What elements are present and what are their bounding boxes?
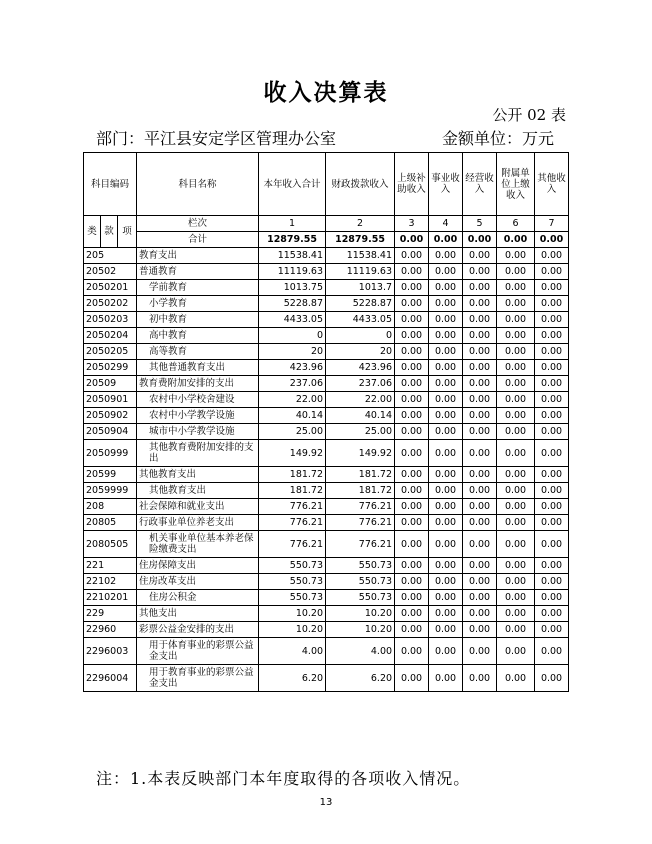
row-value: 1013.75 [259,280,326,296]
row-code: 2050203 [84,312,137,328]
row-value: 0.00 [429,590,463,606]
total-value: 0.00 [463,232,497,248]
row-value: 1013.7 [326,280,395,296]
row-name: 高中教育 [137,328,259,344]
table-row [84,515,569,531]
total-value: 0.00 [535,232,569,248]
row-value: 0.00 [497,558,535,574]
row-value: 0.00 [429,574,463,590]
row-value: 4433.05 [326,312,395,328]
row-value: 0.00 [535,328,569,344]
row-name: 初中教育 [137,312,259,328]
row-value: 10.20 [259,622,326,638]
row-value: 22.00 [259,392,326,408]
row-code: 2050299 [84,360,137,376]
table-row [84,558,569,574]
row-value: 22.00 [326,392,395,408]
row-value: 0.00 [535,360,569,376]
row-code: 2050204 [84,328,137,344]
row-name: 其他普通教育支出 [137,360,259,376]
page-title: 收入决算表 [263,80,389,106]
row-value: 776.21 [259,515,326,531]
row-value: 0.00 [535,312,569,328]
row-name: 小学教育 [137,296,259,312]
table-row [84,574,569,590]
row-value: 4.00 [326,638,395,665]
row-value: 149.92 [326,440,395,467]
row-value: 0.00 [429,638,463,665]
row-value: 11119.63 [259,264,326,280]
row-value: 0.00 [535,638,569,665]
row-value: 0.00 [395,467,429,483]
row-value: 0.00 [463,424,497,440]
table-row [84,376,569,392]
row-value: 0.00 [535,376,569,392]
row-name: 其他教育费附加安排的支出 [137,440,259,467]
row-value: 5228.87 [259,296,326,312]
row-value: 0.00 [395,264,429,280]
row-value: 0.00 [497,531,535,558]
row-code: 22102 [84,574,137,590]
row-value: 0.00 [395,622,429,638]
row-value: 0.00 [497,424,535,440]
row-value: 776.21 [259,499,326,515]
col-num: 6 [497,216,535,232]
row-code: 229 [84,606,137,622]
row-value: 0.00 [463,467,497,483]
row-value: 550.73 [259,558,326,574]
header-xiang: 项 [118,216,137,248]
row-value: 0.00 [463,344,497,360]
row-value: 0.00 [395,665,429,692]
row-name: 用于教育事业的彩票公益金支出 [137,665,259,692]
header-other: 其他收入 [535,153,569,216]
row-value: 0.00 [463,574,497,590]
row-name: 农村中小学校舍建设 [137,392,259,408]
row-value: 0 [326,328,395,344]
total-value: 0.00 [497,232,535,248]
row-value: 0.00 [463,376,497,392]
row-value: 550.73 [259,590,326,606]
row-value: 0.00 [535,515,569,531]
row-value: 776.21 [259,531,326,558]
row-value: 0.00 [497,360,535,376]
row-name: 用于体育事业的彩票公益金支出 [137,638,259,665]
header-row [84,153,569,216]
row-value: 0.00 [497,499,535,515]
row-value: 776.21 [326,531,395,558]
row-value: 0.00 [429,280,463,296]
row-value: 0.00 [497,574,535,590]
row-value: 0.00 [395,248,429,264]
row-value: 0.00 [535,264,569,280]
table-row [84,280,569,296]
row-value: 0.00 [535,408,569,424]
total-value: 0.00 [429,232,463,248]
row-value: 0.00 [429,558,463,574]
col-num: 2 [326,216,395,232]
row-value: 5228.87 [326,296,395,312]
row-value: 0.00 [497,408,535,424]
row-code: 208 [84,499,137,515]
row-value: 0.00 [429,376,463,392]
row-name: 其他教育支出 [137,467,259,483]
row-name: 教育费附加安排的支出 [137,376,259,392]
row-value: 0.00 [535,499,569,515]
table-row [84,392,569,408]
col-num: 1 [259,216,326,232]
row-value: 550.73 [259,574,326,590]
table-row [84,248,569,264]
table-row [84,424,569,440]
row-code: 22960 [84,622,137,638]
row-name: 住房公积金 [137,590,259,606]
row-name: 城市中小学教学设施 [137,424,259,440]
row-code: 2296004 [84,665,137,692]
table-row [84,606,569,622]
row-value: 0.00 [497,467,535,483]
row-value: 550.73 [326,590,395,606]
row-name: 学前教育 [137,280,259,296]
row-code: 205 [84,248,137,264]
row-value: 0.00 [497,606,535,622]
col-num: 4 [429,216,463,232]
row-code: 2050202 [84,296,137,312]
row-value: 0.00 [395,558,429,574]
row-value: 0.00 [497,440,535,467]
row-value: 0.00 [429,312,463,328]
row-value: 0.00 [497,248,535,264]
header-kuan: 款 [101,216,118,248]
row-value: 0.00 [463,606,497,622]
row-value: 0.00 [395,424,429,440]
row-code: 20805 [84,515,137,531]
row-value: 11538.41 [259,248,326,264]
row-value: 0.00 [535,296,569,312]
row-value: 0.00 [497,590,535,606]
row-value: 0.00 [463,531,497,558]
row-value: 0.00 [497,483,535,499]
row-value: 0.00 [429,665,463,692]
row-value: 0.00 [395,531,429,558]
row-value: 0.00 [429,328,463,344]
row-name: 其他支出 [137,606,259,622]
row-value: 0.00 [429,344,463,360]
header-business: 事业收入 [429,153,463,216]
table-row [84,312,569,328]
row-value: 0.00 [535,558,569,574]
department-label: 部门：平江县安定学区管理办公室 [96,129,337,148]
row-name: 社会保障和就业支出 [137,499,259,515]
row-value: 0.00 [535,574,569,590]
row-value: 11538.41 [326,248,395,264]
row-value: 0.00 [463,558,497,574]
row-code: 2050201 [84,280,137,296]
header-affiliated: 附属单位上缴收入 [497,153,535,216]
page-number: 13 [319,797,333,808]
row-value: 423.96 [259,360,326,376]
table-row [84,665,569,692]
row-name: 农村中小学教学设施 [137,408,259,424]
row-value: 0.00 [395,376,429,392]
row-value: 20 [259,344,326,360]
row-value: 0.00 [429,424,463,440]
row-name: 其他教育支出 [137,483,259,499]
row-value: 0.00 [463,483,497,499]
row-value: 0.00 [395,408,429,424]
row-value: 0.00 [429,296,463,312]
row-value: 0.00 [429,622,463,638]
table-row [84,531,569,558]
row-name: 住房保障支出 [137,558,259,574]
row-code: 2050904 [84,424,137,440]
table-row [84,344,569,360]
table-row [84,622,569,638]
income-table [83,152,569,692]
row-value: 0.00 [463,360,497,376]
row-code: 2210201 [84,590,137,606]
table-row [84,638,569,665]
row-value: 6.20 [326,665,395,692]
header-fiscal: 财政拨款收入 [326,153,395,216]
row-value: 0.00 [429,408,463,424]
table-row [84,499,569,515]
row-value: 0.00 [497,264,535,280]
row-value: 10.20 [259,606,326,622]
row-name: 住房改革支出 [137,574,259,590]
row-code: 221 [84,558,137,574]
table-row [84,328,569,344]
row-value: 0.00 [535,248,569,264]
row-value: 0.00 [429,515,463,531]
header-name: 科目名称 [137,153,259,216]
row-value: 0.00 [497,296,535,312]
row-value: 11119.63 [326,264,395,280]
row-value: 0.00 [535,531,569,558]
row-value: 181.72 [326,483,395,499]
row-value: 40.14 [326,408,395,424]
row-name: 机关事业单位基本养老保险缴费支出 [137,531,259,558]
header-operating: 经营收入 [463,153,497,216]
row-value: 0 [259,328,326,344]
row-value: 0.00 [395,344,429,360]
row-value: 0.00 [429,360,463,376]
table-row [84,590,569,606]
row-value: 0.00 [463,312,497,328]
row-value: 0.00 [463,264,497,280]
row-value: 0.00 [497,622,535,638]
row-value: 0.00 [395,392,429,408]
header-lei: 类 [84,216,101,248]
row-value: 0.00 [463,499,497,515]
table-row [84,408,569,424]
row-value: 181.72 [259,467,326,483]
row-value: 0.00 [497,312,535,328]
row-value: 0.00 [463,280,497,296]
row-value: 0.00 [535,344,569,360]
row-value: 0.00 [497,392,535,408]
row-value: 0.00 [429,531,463,558]
row-value: 550.73 [326,558,395,574]
column-row-label: 栏次 [137,216,259,232]
row-value: 0.00 [463,408,497,424]
row-code: 2050901 [84,392,137,408]
row-code: 2050205 [84,344,137,360]
row-code: 2050999 [84,440,137,467]
row-value: 0.00 [463,392,497,408]
row-value: 0.00 [497,280,535,296]
row-value: 0.00 [395,606,429,622]
table-row [84,467,569,483]
row-value: 0.00 [395,515,429,531]
table-note: 注：1.本表反映部门本年度取得的各项收入情况。 [96,769,471,788]
row-value: 0.00 [395,499,429,515]
row-value: 0.00 [535,483,569,499]
row-value: 0.00 [497,638,535,665]
row-value: 20 [326,344,395,360]
row-value: 0.00 [395,440,429,467]
row-name: 普通教育 [137,264,259,280]
total-row [84,232,569,248]
row-name: 高等教育 [137,344,259,360]
row-value: 0.00 [463,515,497,531]
row-code: 20502 [84,264,137,280]
total-value: 0.00 [395,232,429,248]
row-value: 0.00 [429,467,463,483]
total-value: 12879.55 [259,232,326,248]
col-num: 3 [395,216,429,232]
table-row [84,360,569,376]
row-value: 0.00 [429,248,463,264]
row-value: 0.00 [395,574,429,590]
table-row [84,296,569,312]
row-value: 776.21 [326,499,395,515]
row-value: 0.00 [497,665,535,692]
row-value: 25.00 [259,424,326,440]
row-value: 0.00 [395,312,429,328]
row-code: 2080505 [84,531,137,558]
row-value: 0.00 [429,606,463,622]
row-code: 20509 [84,376,137,392]
row-value: 237.06 [259,376,326,392]
row-value: 0.00 [497,376,535,392]
row-value: 6.20 [259,665,326,692]
header-total: 本年收入合计 [259,153,326,216]
col-num: 5 [463,216,497,232]
table-row [84,483,569,499]
row-value: 0.00 [463,622,497,638]
row-value: 0.00 [395,280,429,296]
row-value: 0.00 [429,499,463,515]
row-value: 0.00 [429,264,463,280]
row-value: 0.00 [535,590,569,606]
row-code: 2059999 [84,483,137,499]
row-value: 0.00 [463,590,497,606]
row-value: 550.73 [326,574,395,590]
row-name: 行政事业单位养老支出 [137,515,259,531]
row-value: 181.72 [259,483,326,499]
row-value: 0.00 [429,483,463,499]
row-value: 0.00 [429,440,463,467]
col-num: 7 [535,216,569,232]
row-value: 4.00 [259,638,326,665]
header-code: 科目编码 [84,153,137,216]
row-value: 0.00 [395,296,429,312]
total-value: 12879.55 [326,232,395,248]
row-value: 181.72 [326,467,395,483]
table-row [84,440,569,467]
row-value: 0.00 [463,638,497,665]
total-label: 合计 [137,232,259,248]
row-name: 彩票公益金安排的支出 [137,622,259,638]
row-value: 776.21 [326,515,395,531]
row-value: 0.00 [535,665,569,692]
row-value: 0.00 [395,590,429,606]
row-value: 0.00 [535,280,569,296]
row-value: 0.00 [395,328,429,344]
row-value: 10.20 [326,622,395,638]
row-code: 2296003 [84,638,137,665]
row-value: 0.00 [395,360,429,376]
header-superior: 上级补助收入 [395,153,429,216]
row-value: 0.00 [463,328,497,344]
row-value: 0.00 [535,467,569,483]
row-code: 20599 [84,467,137,483]
row-value: 0.00 [535,424,569,440]
row-value: 0.00 [463,296,497,312]
row-value: 0.00 [535,622,569,638]
row-value: 0.00 [497,328,535,344]
row-value: 0.00 [395,483,429,499]
row-value: 25.00 [326,424,395,440]
row-value: 10.20 [326,606,395,622]
row-value: 237.06 [326,376,395,392]
row-value: 0.00 [497,344,535,360]
row-value: 4433.05 [259,312,326,328]
row-value: 0.00 [535,392,569,408]
row-value: 0.00 [535,440,569,467]
form-code: 公开 02 表 [492,106,566,124]
table-row [84,264,569,280]
amount-unit-label: 金额单位：万元 [441,129,554,148]
row-value: 40.14 [259,408,326,424]
column-number-row [84,216,569,232]
row-value: 0.00 [463,665,497,692]
row-value: 0.00 [463,440,497,467]
row-value: 149.92 [259,440,326,467]
row-value: 0.00 [429,392,463,408]
row-code: 2050902 [84,408,137,424]
row-value: 0.00 [395,638,429,665]
row-name: 教育支出 [137,248,259,264]
row-value: 0.00 [535,606,569,622]
row-value: 0.00 [463,248,497,264]
row-value: 423.96 [326,360,395,376]
row-value: 0.00 [497,515,535,531]
